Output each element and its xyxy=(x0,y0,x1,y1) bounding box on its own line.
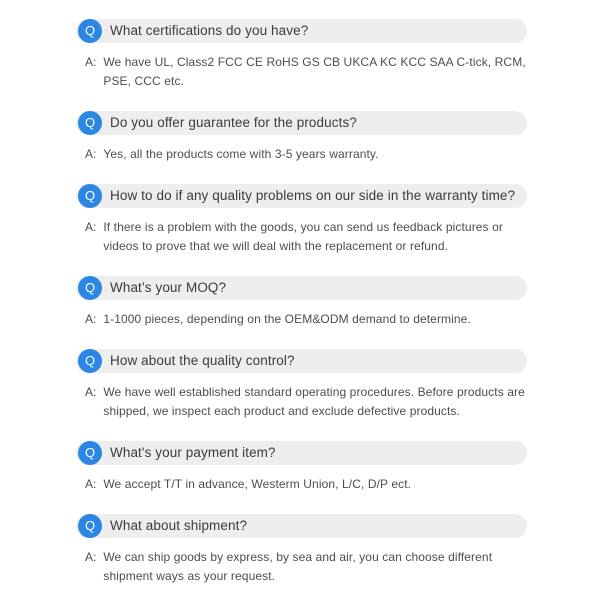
q-badge-icon: Q xyxy=(78,19,102,43)
faq-item xyxy=(76,184,600,256)
answer-prefix: A: xyxy=(85,312,97,326)
question-text: What certifications do you have? xyxy=(110,23,309,38)
faq-item xyxy=(76,276,600,329)
answer-text: 1-1000 pieces, depending on the OEM&ODM demand to determine. xyxy=(103,312,471,326)
question-text: How about the quality control? xyxy=(110,353,295,368)
q-badge-icon: Q xyxy=(78,276,102,300)
faq-item xyxy=(76,441,600,494)
answer-row xyxy=(85,548,600,586)
answer-prefix: A: xyxy=(85,550,97,564)
question-row xyxy=(76,184,527,208)
question-text: How to do if any quality problems on our side in the warranty time? xyxy=(110,188,516,203)
q-badge-icon: Q xyxy=(78,441,102,465)
answer-text: Yes, all the products come with 3-5 years warranty. xyxy=(103,147,379,161)
question-row xyxy=(76,19,527,43)
answer-text: If there is a problem with the goods, you can send us feedback pictures or videos to prove that we will deal with the replacement or refund. xyxy=(103,220,503,253)
faq-item xyxy=(76,19,600,91)
q-badge-icon: Q xyxy=(78,111,102,135)
question-pill xyxy=(76,349,527,373)
question-pill xyxy=(76,19,527,43)
question-text: What's your payment item? xyxy=(110,445,276,460)
question-text: Do you offer guarantee for the products? xyxy=(110,115,357,130)
answer-text: We accept T/T in advance, Westerm Union, L/C, D/P ect. xyxy=(103,477,412,491)
question-pill xyxy=(76,111,527,135)
answer-row xyxy=(85,383,600,421)
answer-row xyxy=(85,475,600,494)
answer-text: We have UL, Class2 FCC CE RoHS GS CB UKCA KC KCC SAA C-tick, RCM, PSE, CCC etc. xyxy=(103,55,526,88)
answer-prefix: A: xyxy=(85,55,97,69)
answer-prefix: A: xyxy=(85,477,97,491)
question-row xyxy=(76,111,527,135)
question-pill xyxy=(76,184,527,208)
answer-row xyxy=(85,53,600,91)
answer-prefix: A: xyxy=(85,220,97,234)
answer-row xyxy=(85,218,600,256)
faq-item xyxy=(76,514,600,586)
answer-text: We can ship goods by express, by sea and air, you can choose different shipment ways as your request. xyxy=(103,550,493,583)
question-text: What’s your MOQ? xyxy=(110,280,227,295)
question-row xyxy=(76,349,527,373)
question-pill xyxy=(76,276,527,300)
answer-text: We have well established standard operating procedures. Before products are shipped, we inspect each product and exclude defective products. xyxy=(103,385,525,418)
question-pill xyxy=(76,441,527,465)
q-badge-icon: Q xyxy=(78,349,102,373)
q-badge-icon: Q xyxy=(78,514,102,538)
answer-row xyxy=(85,145,600,164)
question-row xyxy=(76,441,527,465)
question-pill xyxy=(76,514,527,538)
answer-prefix: A: xyxy=(85,147,97,161)
faq-item xyxy=(76,111,600,164)
question-row xyxy=(76,276,527,300)
question-text: What about shipment? xyxy=(110,518,248,533)
q-badge-icon: Q xyxy=(78,184,102,208)
faq-item xyxy=(76,349,600,421)
question-row xyxy=(76,514,527,538)
answer-row xyxy=(85,310,600,329)
answer-prefix: A: xyxy=(85,385,97,399)
